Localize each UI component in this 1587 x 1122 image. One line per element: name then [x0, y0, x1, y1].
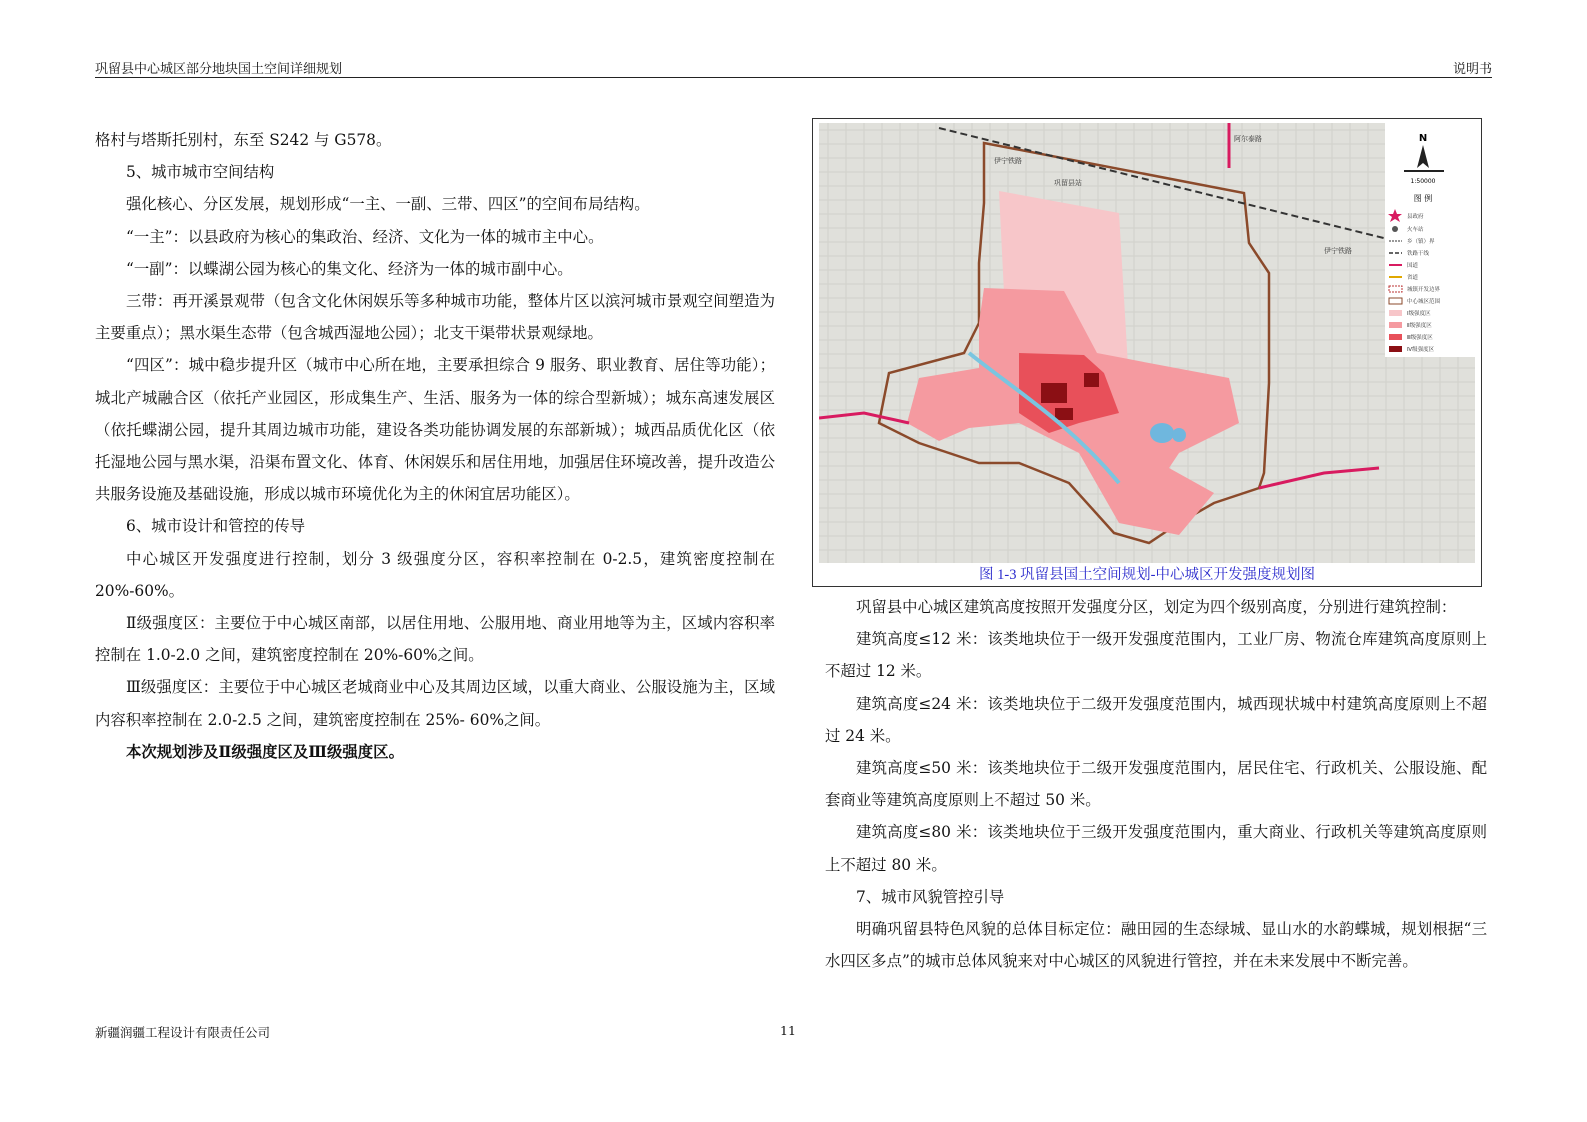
north-arrow-icon: N	[1418, 133, 1428, 144]
legend-label: Ⅰ级强度区	[1407, 311, 1431, 317]
paragraph: 建筑高度≤80 米：该类地块位于三级开发强度范围内，重大商业、行政机关等建筑高度原则上不超过 80 米。	[825, 823, 1487, 874]
paragraph: Ⅲ级强度区：主要位于中心城区老城商业中心及其周边区域，以重大商业、公服设施为主，区域内容积率控制在 2.0-2.5 之间，建筑密度控制在 25%- 60%之间。	[95, 678, 775, 729]
left-column	[95, 124, 775, 768]
legend-label: Ⅲ级强度区	[1407, 335, 1433, 341]
legend-label: Ⅱ级强度区	[1407, 323, 1432, 329]
paragraph: 建筑高度≤12 米：该类地块位于一级开发强度范围内，工业厂房、物流仓库建筑高度原则上不超过 12 米。	[825, 630, 1487, 681]
legend-title: 图 例	[1413, 194, 1433, 203]
map-image	[819, 123, 1475, 563]
map-road-label: 阿尔泰路	[1234, 135, 1262, 143]
paragraph: 中心城区开发强度进行控制，划分 3 级强度分区，容积率控制在 0-2.5，建筑密度控制在 20%-60%。	[95, 549, 775, 600]
footer-company: 新疆润疆工程设计有限责任公司	[95, 1025, 271, 1040]
map-station-label: 巩留县站	[1054, 179, 1082, 187]
paragraph: 强化核心、分区发展，规划形成“一主、一副、三带、四区”的空间布局结构。	[126, 195, 650, 214]
intensity-level4-zone	[1055, 408, 1073, 420]
legend-label: 省道	[1407, 275, 1419, 281]
header-divider	[95, 77, 1492, 78]
figure-caption: 图 1-3 巩留县国土空间规划-中心城区开发强度规划图	[979, 567, 1315, 583]
legend-label: 县政府	[1407, 214, 1424, 220]
legend-label: Ⅳ级强度区	[1407, 347, 1435, 353]
legend-label: 铁路干线	[1407, 251, 1430, 257]
legend-label: 中心城区范围	[1407, 299, 1441, 305]
section-heading: 6、城市设计和管控的传导	[126, 517, 306, 536]
document-type-label: 说明书	[1452, 62, 1492, 77]
intensity-level4-zone	[1041, 383, 1067, 403]
right-column	[825, 591, 1487, 977]
page-number: 11	[780, 1023, 796, 1038]
butterfly-lake	[1150, 423, 1174, 443]
paragraph: 三带：再开溪景观带（包含文化休闲娱乐等多种城市功能，整体片区以滨河城市景观空间塑造为主要重点）；黑水渠生态带（包含城西湿地公园）；北支干渠带状景观绿地。	[95, 292, 775, 343]
intensity-level4-zone	[1084, 373, 1099, 387]
section-heading: 7、城市风貌管控引导	[856, 887, 1005, 906]
page-header	[95, 58, 1492, 78]
map-road-label: 伊宁铁路	[1324, 247, 1352, 255]
paragraph: 巩留县中心城区建筑高度按照开发强度分区，划定为四个级别高度，分别进行建筑控制：	[856, 598, 1457, 616]
development-intensity-map-figure	[812, 118, 1482, 587]
document-title: 巩留县中心城区部分地块国土空间详细规划	[95, 62, 343, 77]
legend-label: 城镇开发边界	[1407, 287, 1441, 293]
section-heading: 5、城市城市空间结构	[126, 163, 275, 182]
paragraph: “四区”：城中稳步提升区（城市中心所在地，主要承担综合 9 服务、职业教育、居住等功能）；城北产城融合区（依托产业园区，形成集生产、生活、服务为一体的综合型新城）；城东高速发展区（依托蝶湖公园，提升其周边城市功能，建设各类功能协调发展的东部新城）；城西品质优化区（依托湿地公园与黑水渠，沿渠布置文化、体育、休闲娱乐和居住用地，加强居住环境改善，提升改造公共服务设施及基础设施，形成以城市环境优化为主的休闲宜居功能区）。	[95, 356, 775, 504]
paragraph: 明确巩留县特色风貌的总体目标定位：融田园的生态绿城、显山水的水韵蝶城，规划根据“三水四区多点”的城市总体风貌来对中心城区的风貌进行管控，并在未来发展中不断完善。	[825, 920, 1487, 971]
legend-label: 火车站	[1407, 227, 1424, 233]
scale-label: 1:50000	[1410, 178, 1436, 185]
paragraph: “一副”：以蝶湖公园为核心的集文化、经济为一体的城市副中心。	[126, 259, 573, 278]
legend-label: 乡（镇）界	[1407, 239, 1435, 245]
bold-conclusion: 本次规划涉及Ⅱ级强度区及Ⅲ级强度区。	[126, 742, 404, 761]
paragraph: 建筑高度≤24 米：该类地块位于二级开发强度范围内，城西现状城中村建筑高度原则上不超过 24 米。	[825, 694, 1487, 745]
map-road-label: 伊宁铁路	[994, 157, 1022, 165]
paragraph: Ⅱ级强度区：主要位于中心城区南部，以居住用地、公服用地、商业用地等为主，区域内容积率控制在 1.0-2.0 之间，建筑密度控制在 20%-60%之间。	[95, 614, 775, 665]
paragraph: “一主”：以县政府为核心的集政治、经济、文化为一体的城市主中心。	[126, 227, 604, 246]
paragraph: 建筑高度≤50 米：该类地块位于二级开发强度范围内，居民住宅、行政机关、公服设施、配套商业等建筑高度原则上不超过 50 米。	[825, 759, 1487, 810]
train-station-icon	[1392, 226, 1398, 232]
paragraph: 格村与塔斯托别村，东至 S242 与 G578。	[95, 131, 392, 149]
legend-label: 国道	[1407, 263, 1419, 269]
